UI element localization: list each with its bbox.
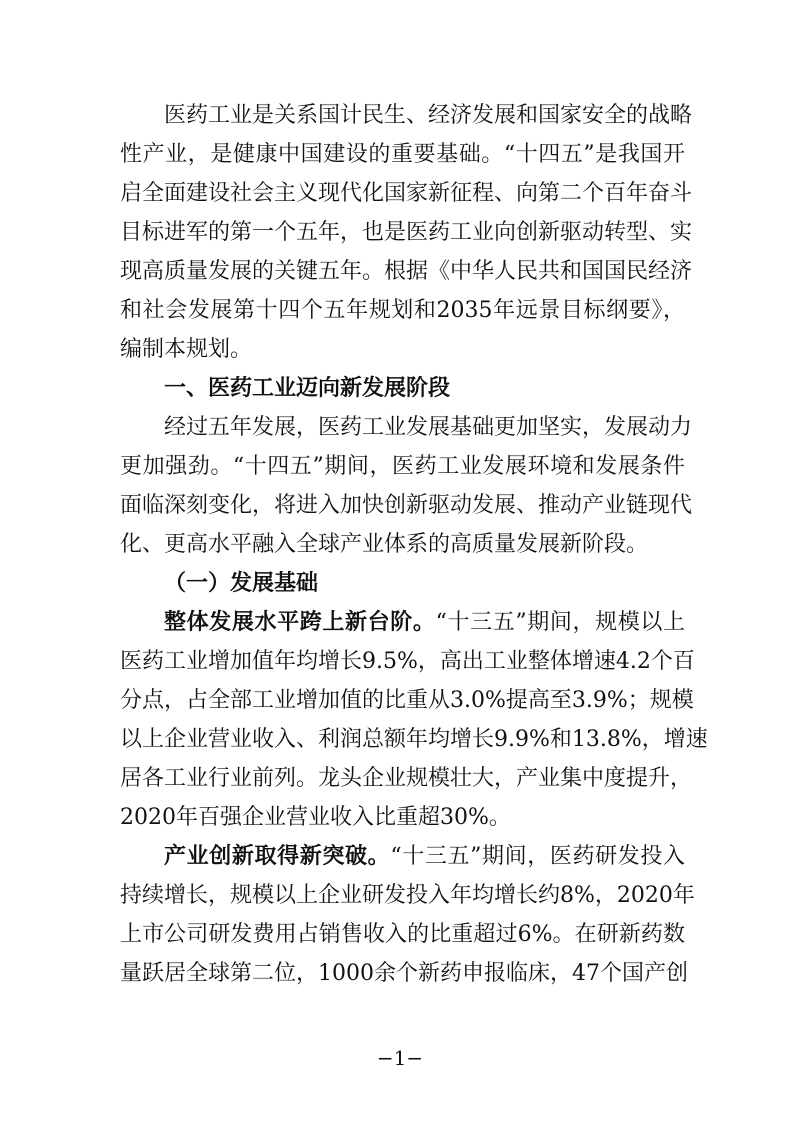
text-line: 编制本规划。 bbox=[120, 337, 253, 362]
text-line: 和社会发展第十四个五年规划和2035年远景目标纲要》， bbox=[120, 298, 685, 323]
text-line: 性产业，是健康中国建设的重要基础。“十四五”是我国开 bbox=[120, 142, 685, 167]
text-line: 目标进军的第一个五年，也是医药工业向创新驱动转型、实 bbox=[120, 220, 693, 245]
text-line: 2020年百强企业营业收入比重超30%。 bbox=[120, 805, 511, 830]
text-line: 量跃居全球第二位，1000余个新药申报临床，47个国产创 bbox=[120, 961, 688, 986]
paragraph-innovation bbox=[120, 837, 695, 993]
text-line: 分点，占全部工业增加值的比重从3.0%提高至3.9%；规模 bbox=[120, 688, 694, 713]
paragraph-overall-level bbox=[120, 603, 708, 837]
text-line: 医药工业是关系国计民生、经济发展和国家安全的战略 bbox=[164, 103, 693, 128]
text-line: 化、更高水平融入全球产业体系的高质量发展新阶段。 bbox=[120, 532, 649, 557]
text-line: 面临深刻变化，将进入加快创新驱动发展、推动产业链现代 bbox=[120, 493, 693, 518]
text-line: 上市公司研发费用占销售收入的比重超过6%。在研新药数 bbox=[120, 922, 685, 947]
lead-rest: “十三五”期间，规模以上 bbox=[435, 610, 685, 635]
text-line: 以上企业营业收入、利润总额年均增长9.9%和13.8%，增速 bbox=[120, 727, 708, 752]
text-line: 现高质量发展的关键五年。根据《中华人民共和国国民经济 bbox=[120, 259, 693, 284]
text-line bbox=[120, 837, 685, 876]
section-heading: 一、医药工业迈向新发展阶段 bbox=[164, 376, 451, 401]
lead-phrase: 产业创新取得新突破。 bbox=[164, 843, 391, 869]
text-line bbox=[120, 603, 685, 642]
text-line: 持续增长，规模以上企业研发投入年均增长约8%，2020年 bbox=[120, 883, 695, 908]
paragraph-stage bbox=[120, 408, 693, 564]
subsection-heading: （一）发展基础 bbox=[164, 570, 319, 596]
text-line: 启全面建设社会主义现代化国家新征程、向第二个百年奋斗 bbox=[120, 181, 693, 206]
text-line: 更加强劲。“十四五”期间，医药工业发展环境和发展条件 bbox=[120, 454, 685, 479]
lead-phrase: 整体发展水平跨上新台阶。 bbox=[164, 609, 436, 635]
text-line: 经过五年发展，医药工业发展基础更加坚实，发展动力 bbox=[164, 415, 693, 440]
paragraph-intro bbox=[120, 96, 693, 369]
document-body bbox=[120, 96, 708, 993]
page-number: −1− bbox=[376, 1046, 424, 1070]
text-line: 居各工业行业前列。龙头企业规模壮大，产业集中度提升， bbox=[120, 766, 693, 791]
text-line: 医药工业增加值年均增长9.5%，高出工业整体增速4.2个百 bbox=[120, 649, 695, 674]
lead-rest: “十三五”期间，医药研发投入 bbox=[390, 844, 685, 869]
